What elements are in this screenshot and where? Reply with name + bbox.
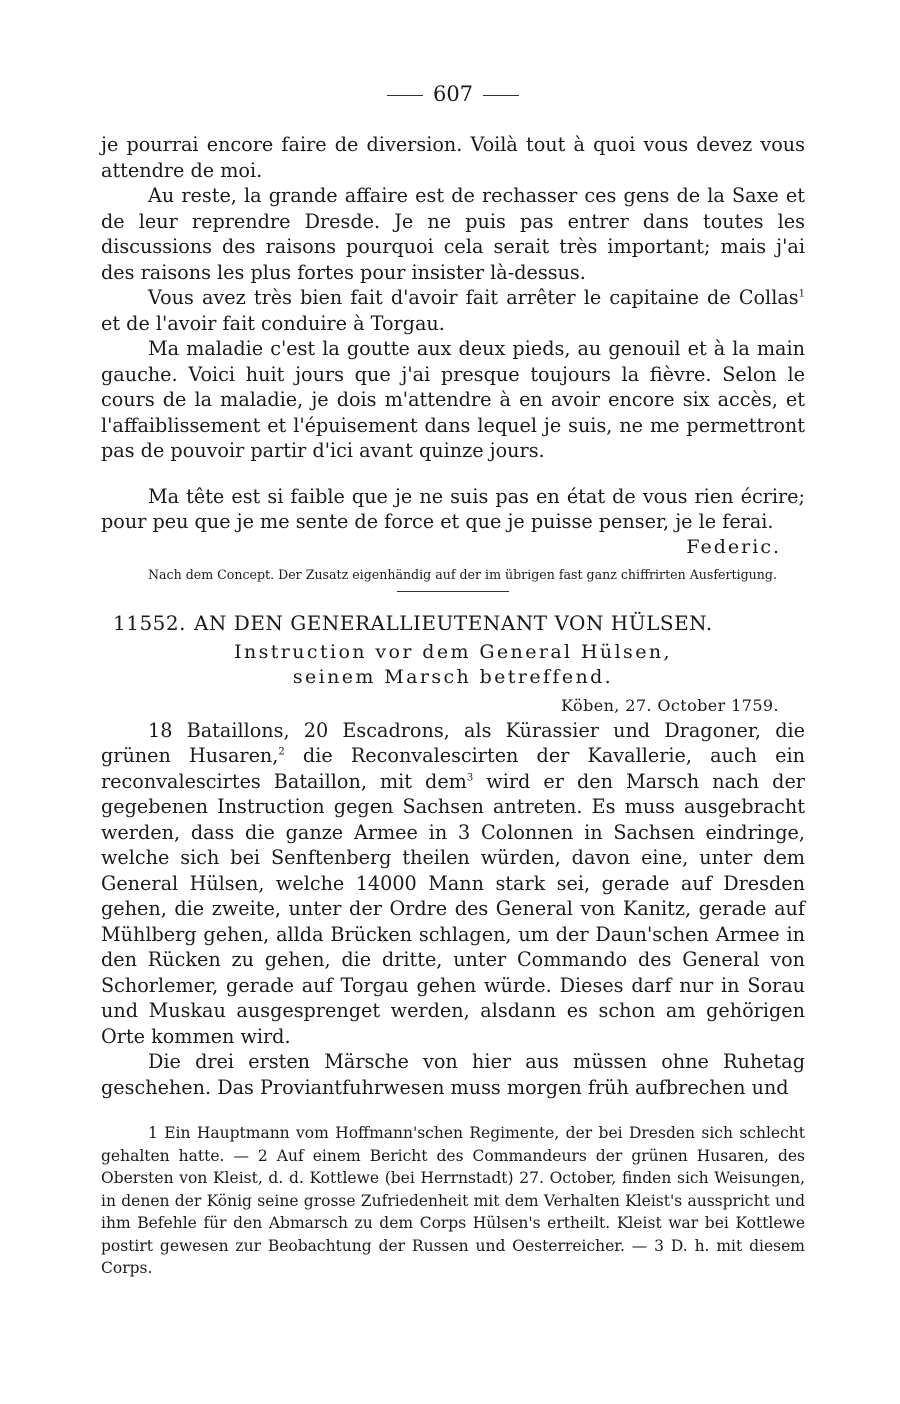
document-number: 11552. (113, 610, 186, 635)
paragraph: Vous avez très bien fait d'avoir fait arrêter le capitaine de Collas$^1$ et de l'avoir fait conduire à Torgau. (101, 286, 805, 335)
paragraph: Die drei ersten Märsche von hier aus müssen ohne Ruhetag geschehen. Das Proviantfuhrwesen muss morgen früh aufbrechen und (101, 1050, 805, 1099)
letter-body (101, 132, 805, 535)
source-note: Nach dem Concept. Der Zusatz eigenhändig auf der im übrigen fast ganz chiffrirten Ausfertigung. (148, 566, 777, 582)
footnote-ref: 3 (466, 772, 474, 784)
footnote-ref: 1 (798, 288, 805, 300)
paragraph: 18 Bataillons, 20 Escadrons, als Kürassier und Dragoner, die grünen Husaren,$^2$ die Reconvalescirten der Kavallerie, auch ein reconvalescirtes Bataillon, mit dem$^3$ wird er den Marsch nach der gegebenen Instruction gegen Sachsen antreten. Es muss ausgebracht werden, dass die ganze Armee in 3 Colonnen in Sachsen eindringe, welche sich bei Senftenberg theilen würden, davon eine, unter dem General Hülsen, welche 14000 Mann stark sei, gerade auf Dresden gehen, die zweite, unter der Ordre des General von Kanitz, gerade auf Mühlberg gehen, allda Brücken schlagen, um der Daun'schen Armee in den Rücken zu gehen, die dritte, unter Commando des General von Schorlemer, gerade auf Torgau gehen würde. Dieses darf nur in Sorau und Muskau ausgesprenget werden, alsdann es schon am gehörigen Orte kommen wird. (101, 718, 806, 1048)
paragraph: je pourrai encore faire de diversion. Voilà tout à quoi vous devez vous attendre de moi. (101, 133, 805, 182)
document-title: AN DEN GENERALLIEUTENANT VON HÜLSEN. (193, 610, 713, 635)
divider (397, 591, 509, 592)
signature: Federic. (686, 535, 781, 558)
place-date: Köben, 27. October 1759. (561, 695, 779, 715)
postscript: Ma tête est si faible que je ne suis pas en état de vous rien écrire; pour peu que je me sente de force et que je puisse penser, je le ferai. (101, 484, 805, 533)
instruction-body (101, 718, 805, 1101)
paragraph: Au reste, la grande affaire est de rechasser ces gens de la Saxe et de leur reprendre Dresde. Je ne puis pas entrer dans toutes les discussions des raisons pourquoi cela serait très important; mais j'ai des raisons les plus fortes pour insister là-dessus. (101, 184, 805, 284)
page-number: 607 (101, 80, 805, 108)
page (101, 80, 805, 1280)
subheading-line-1: Instruction vor dem General Hülsen, (234, 640, 672, 663)
paragraph: Ma maladie c'est la goutte aux deux pieds, au genouil et à la main gauche. Voici huit jours que j'ai presque toujours la fièvre. Selon le cours de la maladie, je dois m'attendre à en avoir encore six accès, et l'affaiblissement et l'épuisement dans lequel je suis, ne me permettront pas de pouvoir partir d'ici avant quinze jours. (101, 337, 805, 462)
footnote-text: 1 Ein Hauptmann vom Hoffmann'schen Regimente, der bei Dresden sich schlecht gehalten hatte. — 2 Auf einem Bericht des Commandeurs der grünen Husaren, des Obersten von Kleist, d. d. Kottlewe (bei Herrnstadt) 27. October, finden sich Weisungen, in denen der König seine grosse Zufriedenheit mit dem Verhalten Kleist's ausspricht und ihm Befehle für den Abmarsch zu dem Corps Hülsen's ertheilt. Kleist war bei Kottlewe postirt gewesen zur Beobachtung der Russen und Oesterreicher. — 3 D. h. mit diesem Corps. (101, 1124, 805, 1277)
dash-right (483, 95, 519, 96)
document-heading (101, 610, 805, 636)
subheading-line-2: seinem Marsch betreffend. (292, 665, 614, 688)
dash-left (387, 95, 423, 96)
footnote-ref: 2 (278, 746, 285, 758)
footnotes (101, 1122, 805, 1280)
